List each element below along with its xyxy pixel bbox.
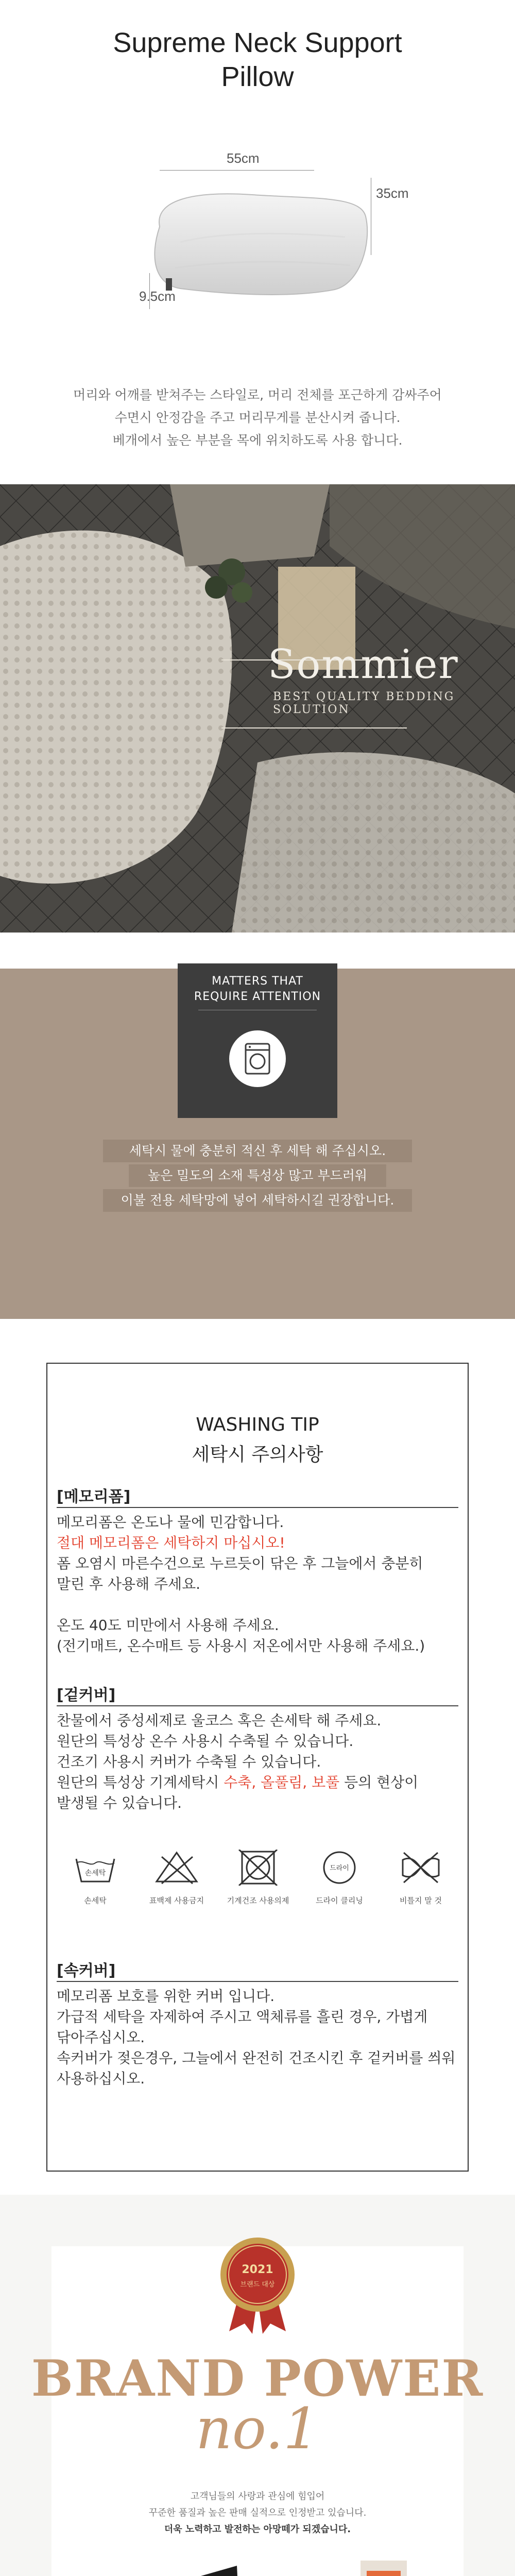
bp-desc-line: 더욱 노력하고 발전하는 아망떼가 되겠습니다.	[164, 2524, 351, 2535]
outer-cover-line-highlighted: 원단의 특성상 기계세탁시 수축, 올풀림, 보풀 등의 현상이	[57, 1774, 419, 1791]
inner-cover-line: 속커버가 젖은경우, 그늘에서 완전히 건조시킨 후 겉커버를 씌워	[57, 2049, 456, 2066]
outer-cover-line: 발생될 수 있습니다.	[57, 1794, 182, 1811]
outer-cover-line: 건조기 사용시 커버가 수축될 수 있습니다.	[57, 1753, 321, 1770]
no-bleach-item	[138, 1850, 215, 1906]
description-line: 머리와 어깨를 받쳐주는 스타일로, 머리 전체를 포근하게 감싸주어	[73, 387, 442, 402]
dry-clean-icon	[316, 1850, 363, 1886]
no-bleach-icon	[153, 1850, 200, 1886]
brand-power-no1: no.1	[195, 2396, 320, 2462]
memory-foam-line: (전기매트, 온수매트 등 사용시 저온에서만 사용해 주세요.)	[57, 1637, 425, 1654]
medal-year: 2021	[242, 2263, 273, 2276]
medal-text: 브랜드 대상	[240, 2281, 275, 2289]
washing-tip-subtitle: 세탁시 주의사항	[192, 1444, 323, 1465]
award-medal	[209, 2231, 306, 2334]
outer-cover-highlight: 수축, 올풀림, 보풀	[224, 1774, 340, 1791]
product-title-line1: Supreme Neck Support	[113, 27, 402, 58]
care-line: 이불 전용 세탁망에 넣어 세탁하시길 권장합니다.	[121, 1193, 394, 1208]
product-title	[0, 26, 515, 94]
height-dimension-label: 9.5cm	[139, 289, 176, 304]
no-wring-label: 비틀지 말 것	[400, 1896, 442, 1905]
hand-wash-item	[57, 1850, 134, 1906]
memory-foam-text	[57, 1512, 464, 1656]
attention-title-line1: MATTERS THAT	[212, 975, 303, 988]
hand-wash-icon	[72, 1850, 118, 1886]
outer-cover-line: 찬물에서 중성세제로 울코스 혹은 손세탁 해 주세요.	[57, 1712, 382, 1729]
memory-foam-line: 폼 오염시 마른수건으로 누르듯이 닦은 후 그늘에서 충분히	[57, 1555, 423, 1572]
memory-foam-rule	[57, 1507, 458, 1508]
inner-cover-heading: [속커버]	[57, 1962, 116, 1980]
inner-cover-line: 메모리폼 보호를 위한 커버 입니다.	[57, 1988, 275, 2005]
care-text	[0, 1139, 515, 1213]
dry-clean-item	[301, 1850, 378, 1906]
attention-title-line2: REQUIRE ATTENTION	[194, 990, 321, 1003]
washing-machine-icon	[229, 1030, 286, 1087]
dry-clean-icon-text: 드라이	[330, 1865, 349, 1872]
memory-foam-spacer	[57, 1595, 464, 1615]
memory-foam-line: 말린 후 사용해 주세요.	[57, 1575, 201, 1592]
care-line: 세탁시 물에 충분히 적신 후 세탁 해 주십시오.	[129, 1143, 386, 1158]
brand-power-title: BRAND POWER	[31, 2349, 484, 2408]
outer-cover-rule	[57, 1705, 458, 1706]
description-line: 수면시 안정감을 주고 머리무게를 분산시켜 줍니다.	[114, 410, 401, 425]
dry-clean-label: 드라이 클리닝	[316, 1896, 363, 1905]
inner-cover-line: 사용하십시오.	[57, 2070, 145, 2087]
washing-tip-title: WASHING TIP	[196, 1414, 319, 1435]
outer-cover-line: 원단의 특성상 온수 사용시 수축될 수 있습니다.	[57, 1733, 354, 1750]
description-line: 베개에서 높은 부분을 목에 위치하도록 사용 합니다.	[112, 433, 403, 448]
product-description	[0, 384, 515, 452]
no-wring-icon	[398, 1850, 444, 1886]
trophy-lineup	[93, 2555, 422, 2576]
no-bleach-label: 표백제 사용금지	[149, 1896, 204, 1905]
trophies-image	[93, 2555, 422, 2576]
no-machine-dry-item	[219, 1850, 297, 1906]
width-dimension-line	[160, 170, 314, 171]
care-line: 높은 밀도의 소재 특성상 많고 부드러워	[147, 1168, 368, 1183]
inner-cover-line: 가급적 세탁을 자제하여 주시고 액체류를 흘린 경우, 가볍게	[57, 2008, 428, 2025]
hand-wash-icon-text: 손세탁	[84, 1869, 106, 1877]
no-wring-item	[382, 1850, 459, 1906]
depth-dimension-label: 35cm	[376, 185, 409, 201]
bp-desc-line: 꾸준한 품질과 높은 판매 실적으로 인정받고 있습니다.	[148, 2507, 367, 2518]
inner-cover-text	[57, 1986, 464, 2089]
width-dimension-label: 55cm	[227, 150, 260, 166]
memory-foam-line: 메모리폼은 온도나 물에 민감합니다.	[57, 1514, 284, 1531]
no-machine-dry-label: 기계건조 사용의제	[227, 1896, 289, 1905]
washing-icons	[57, 1850, 458, 1937]
attention-title	[178, 974, 337, 1005]
outer-cover-text	[57, 1710, 464, 1814]
no-machine-dry-icon	[235, 1850, 281, 1886]
brand-power-description	[0, 2488, 515, 2538]
inner-cover-rule	[57, 1981, 458, 1982]
inner-cover-line: 닦아주십시오.	[57, 2029, 145, 2046]
memory-foam-line: 온도 40도 미만에서 사용해 주세요.	[57, 1617, 279, 1634]
bp-desc-line: 고객님들의 사랑과 관심에 힘입어	[190, 2491, 325, 2502]
memory-foam-heading: [메모리폼]	[57, 1488, 131, 1506]
brand-name: Sommier	[268, 641, 459, 688]
brand-tagline: BEST QUALITY BEDDING SOLUTION	[273, 690, 455, 716]
memory-foam-warning: 절대 메모리폼은 세탁하지 마십시오!	[57, 1534, 285, 1551]
product-title-line2: Pillow	[221, 61, 294, 92]
hand-wash-label: 손세탁	[84, 1896, 107, 1905]
outer-cover-heading: [겉커버]	[57, 1686, 116, 1704]
medal-icon	[209, 2231, 306, 2334]
